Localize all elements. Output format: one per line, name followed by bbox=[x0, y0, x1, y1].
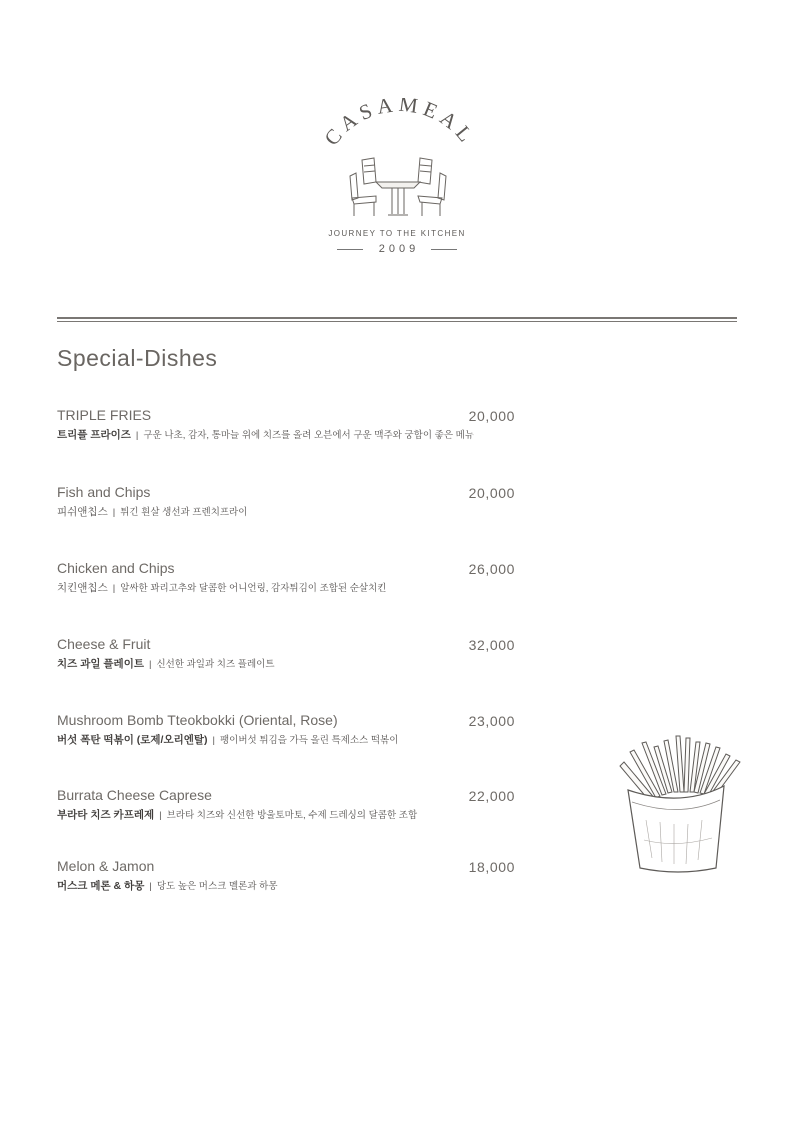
menu-item-description bbox=[57, 657, 517, 672]
menu-item-korean-name: 치킨앤칩스 bbox=[57, 582, 108, 594]
separator: | bbox=[135, 430, 139, 441]
separator: | bbox=[212, 735, 215, 746]
menu-item-desc-text: 튀긴 흰살 생선과 프렌치프라이 bbox=[120, 507, 248, 518]
casameal-logo-graphic bbox=[310, 98, 490, 228]
menu-item-description bbox=[57, 808, 517, 823]
separator: | bbox=[148, 659, 152, 670]
french-fries-illustration bbox=[616, 730, 746, 875]
menu-item-description bbox=[57, 733, 517, 748]
menu-item-name: Cheese & Fruit bbox=[57, 636, 151, 652]
french-fries-icon bbox=[616, 730, 746, 875]
menu-item-desc-text: 알싸한 꽈리고추와 달콤한 어니언링, 감자튀김이 조합된 순살치킨 bbox=[120, 583, 387, 594]
brand-year-row bbox=[0, 243, 794, 255]
menu-item-desc-text: 팽이버섯 튀김을 가득 올린 특제소스 떡볶이 bbox=[220, 735, 399, 746]
menu-item-price: 26,000 bbox=[468, 561, 515, 577]
table-chairs-icon bbox=[350, 158, 446, 216]
menu-item-price: 20,000 bbox=[468, 408, 515, 424]
menu-item-korean-name: 트리플 프라이즈 bbox=[57, 429, 131, 441]
menu-item-korean-name: 피쉬앤칩스 bbox=[57, 506, 108, 518]
menu-item-desc-text: 구운 나초, 감자, 통마늘 위에 치즈를 올려 오븐에서 구운 맥주와 궁합이 좋은 메뉴 bbox=[143, 430, 475, 441]
divider-line bbox=[431, 249, 457, 250]
menu-item-price: 32,000 bbox=[468, 637, 515, 653]
menu-item-name: TRIPLE FRIES bbox=[57, 407, 152, 423]
brand-tagline: JOURNEY TO THE KITCHEN bbox=[328, 229, 466, 238]
separator: | bbox=[112, 507, 116, 518]
menu-item-description bbox=[57, 505, 517, 520]
menu-item-desc-text: 당도 높은 머스크 멜론과 하몽 bbox=[156, 881, 278, 892]
menu-item-desc-text: 신선한 과일과 치즈 플레이트 bbox=[156, 659, 275, 670]
section-divider bbox=[57, 317, 737, 319]
menu-item-price: 20,000 bbox=[468, 485, 515, 501]
menu-item-name: Burrata Cheese Caprese bbox=[57, 787, 212, 803]
menu-item-description bbox=[57, 581, 517, 596]
separator: | bbox=[112, 583, 116, 594]
menu-item bbox=[57, 857, 517, 894]
menu-item bbox=[57, 635, 517, 672]
menu-item-description bbox=[57, 879, 517, 894]
menu-item-korean-name: 머스크 메론 & 하몽 bbox=[57, 880, 145, 892]
menu-item bbox=[57, 786, 517, 823]
menu-item-price: 23,000 bbox=[468, 713, 515, 729]
divider-line bbox=[337, 249, 363, 250]
menu-item-name: Chicken and Chips bbox=[57, 560, 175, 576]
menu-item-price: 22,000 bbox=[468, 788, 515, 804]
section-title: Special-Dishes bbox=[57, 345, 218, 371]
menu-item-name: Melon & Jamon bbox=[57, 858, 155, 874]
menu-item-price: 18,000 bbox=[468, 859, 515, 875]
menu-item-name: Fish and Chips bbox=[57, 484, 151, 500]
brand-year: 2009 bbox=[378, 243, 420, 255]
menu-item bbox=[57, 406, 517, 443]
menu-item-korean-name: 치즈 과일 플레이트 bbox=[57, 658, 144, 670]
menu-item bbox=[57, 711, 517, 748]
menu-item-korean-name: 부라타 치즈 카프레제 bbox=[57, 809, 155, 821]
separator: | bbox=[159, 810, 162, 821]
menu-item bbox=[57, 483, 517, 520]
menu-item-name: Mushroom Bomb Tteokbokki (Oriental, Rose) bbox=[57, 712, 338, 728]
menu-item-korean-name: 버섯 폭탄 떡볶이 (로제/오리엔탈) bbox=[57, 734, 208, 746]
section-divider bbox=[57, 321, 737, 322]
menu-item-description bbox=[57, 428, 517, 443]
menu-item bbox=[57, 559, 517, 596]
menu-item-desc-text: 브라타 치즈와 신선한 방울토마토, 수제 드레싱의 달콤한 조합 bbox=[166, 810, 418, 821]
brand-name: CASAMEAL bbox=[319, 98, 481, 151]
separator: | bbox=[149, 881, 152, 892]
